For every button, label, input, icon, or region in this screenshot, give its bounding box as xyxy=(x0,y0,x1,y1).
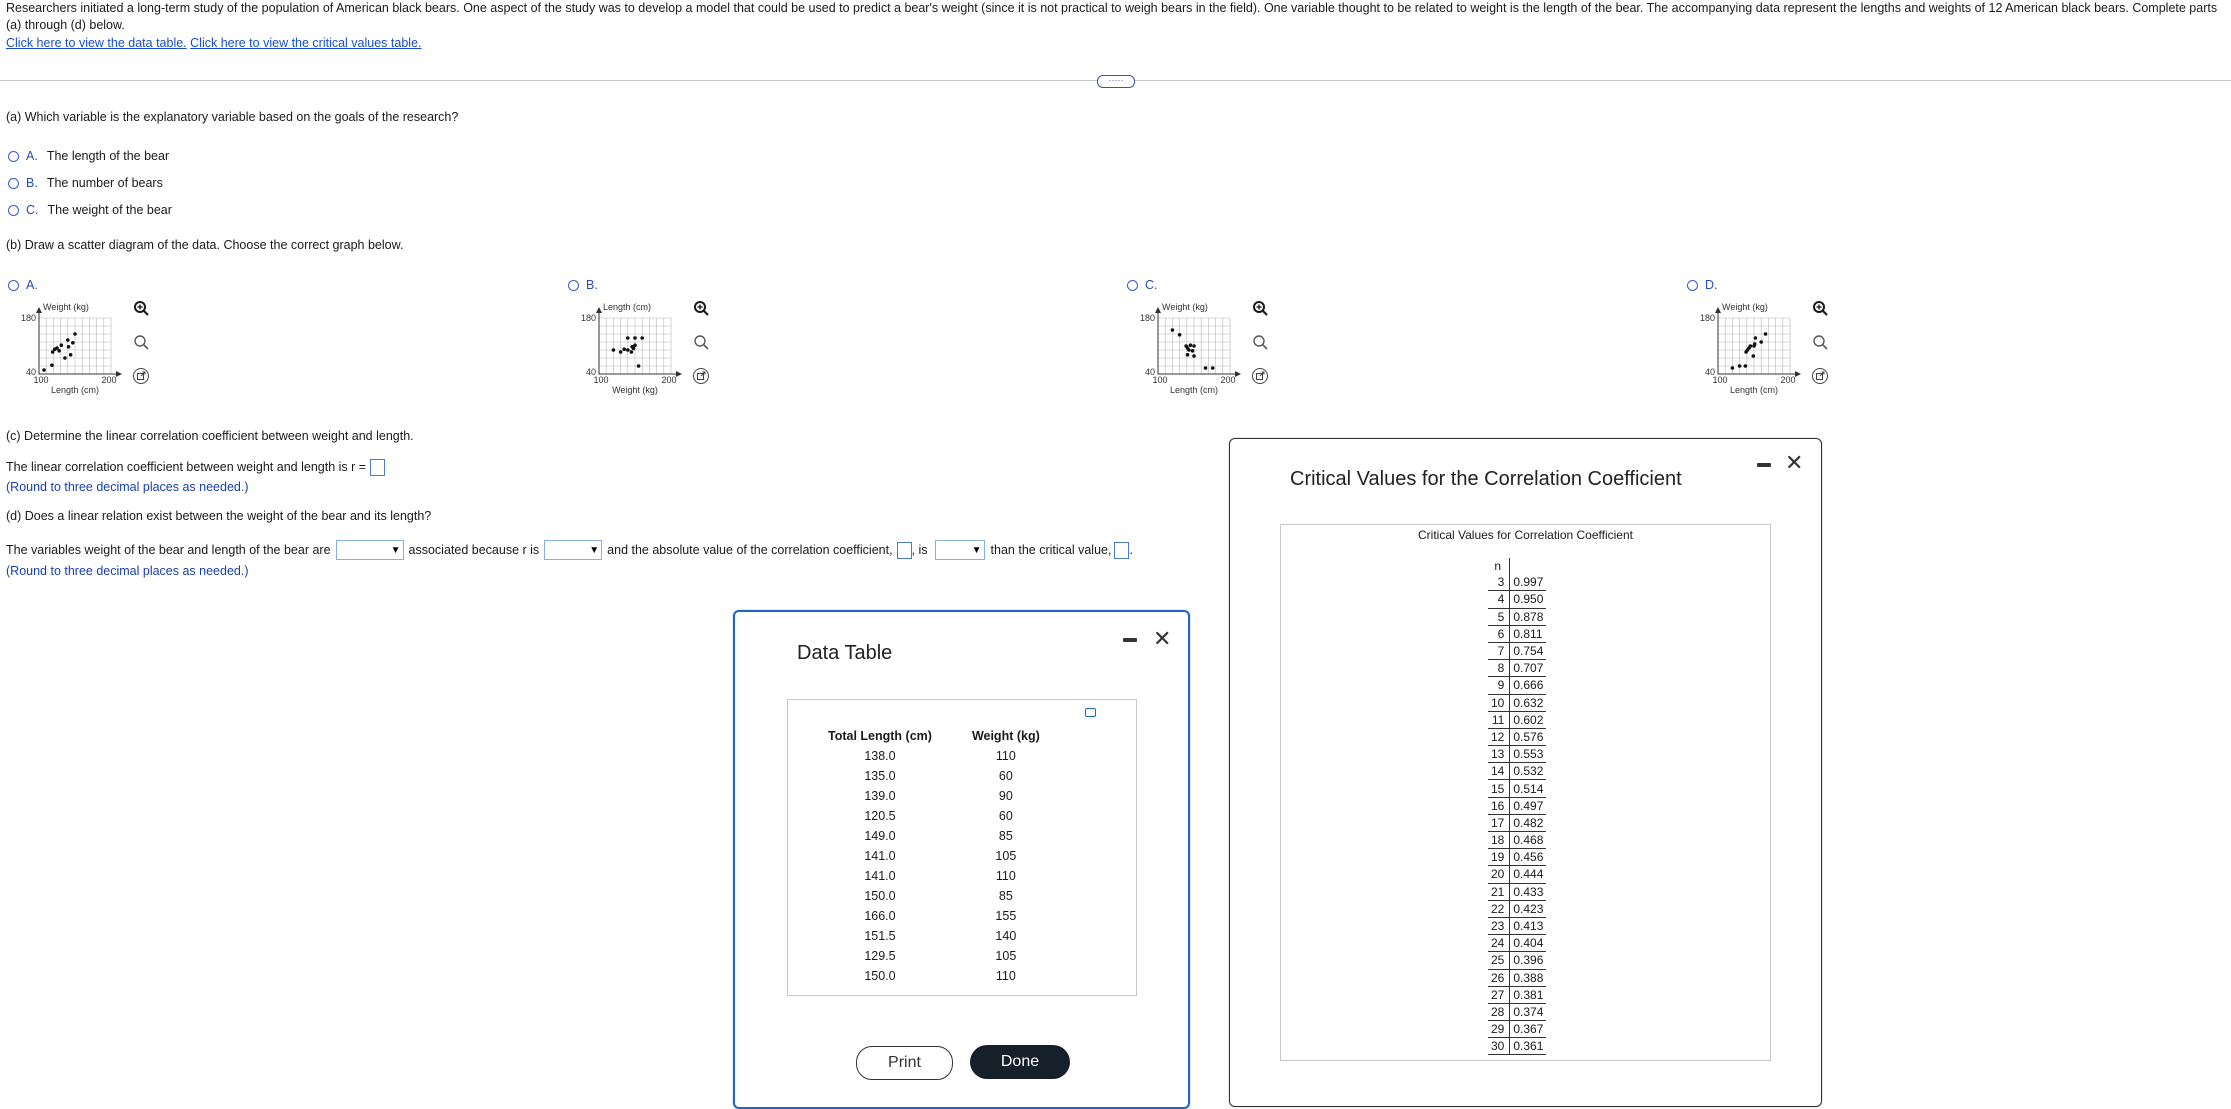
scatter-point xyxy=(1192,354,1196,358)
table-row xyxy=(1488,625,1546,642)
table-row xyxy=(818,746,1050,766)
length-cell: 139.0 xyxy=(864,789,896,803)
x-tick-right: 200 xyxy=(101,375,117,385)
data-table xyxy=(818,726,1050,986)
x-tick-right: 200 xyxy=(1780,375,1796,385)
y-axis-arrow-icon xyxy=(36,307,42,313)
scatter-point xyxy=(637,364,641,368)
scatter-point xyxy=(63,356,67,360)
table-row xyxy=(818,806,1050,826)
weight-cell: 60 xyxy=(998,809,1013,823)
n-cell: 3 xyxy=(1488,574,1510,591)
n-cell: 19 xyxy=(1488,849,1510,866)
length-cell: 120.5 xyxy=(864,809,896,823)
n-cell: 16 xyxy=(1488,797,1510,814)
done-button[interactable]: Done xyxy=(970,1045,1070,1079)
comparison-dropdown[interactable] xyxy=(935,540,985,560)
part-d-question: (d) Does a linear relation exist between the weight of the bear and its length? xyxy=(6,509,432,523)
table-row xyxy=(1488,969,1546,986)
open-new-window-icon[interactable] xyxy=(691,366,711,386)
table-row xyxy=(1488,728,1546,745)
weight-cell: 105 xyxy=(995,949,1017,963)
n-cell: 27 xyxy=(1488,986,1510,1003)
n-cell: 23 xyxy=(1488,917,1510,934)
y-tick-top: 180 xyxy=(20,313,36,323)
table-row xyxy=(1488,900,1546,917)
part-d-round-note: (Round to three decimal places as needed.) xyxy=(6,564,249,578)
x-tick-right: 200 xyxy=(1220,375,1236,385)
part-c-question: (c) Determine the linear correlation coefficient between weight and length. xyxy=(6,429,414,443)
table-row xyxy=(1488,780,1546,797)
dropdown-arrow-icon xyxy=(972,545,984,556)
part-a-option[interactable] xyxy=(8,176,163,190)
critical-value-cell: 0.514 xyxy=(1510,780,1547,797)
critical-value-cell: 0.576 xyxy=(1510,728,1547,745)
critical-value-cell: 0.950 xyxy=(1510,591,1547,608)
critical-value-cell: 0.361 xyxy=(1510,1038,1547,1055)
table-row xyxy=(1488,642,1546,659)
scatter-point xyxy=(626,348,630,352)
cv-table-frame xyxy=(1280,524,1771,1061)
n-cell: 25 xyxy=(1488,952,1510,969)
critical-value-cell: 0.602 xyxy=(1510,711,1547,728)
option-text: The weight of the bear xyxy=(47,203,172,217)
n-cell: 18 xyxy=(1488,832,1510,849)
table-row xyxy=(818,946,1050,966)
part-d-text-4: , is xyxy=(911,543,928,557)
critical-value-cell: 0.374 xyxy=(1510,1003,1547,1020)
table-row xyxy=(1488,591,1546,608)
n-cell: 26 xyxy=(1488,969,1510,986)
length-cell: 141.0 xyxy=(864,869,896,883)
x-axis-arrow-icon xyxy=(1795,371,1801,377)
n-cell: 20 xyxy=(1488,866,1510,883)
table-row xyxy=(1488,608,1546,625)
table-row xyxy=(818,966,1050,986)
data-table-link[interactable]: Click here to view the data table. xyxy=(6,36,187,50)
table-row xyxy=(818,886,1050,906)
n-cell: 6 xyxy=(1488,625,1510,642)
table-row xyxy=(818,786,1050,806)
scatter-point xyxy=(42,368,46,372)
table-row xyxy=(1488,849,1546,866)
table-row xyxy=(1488,866,1546,883)
critical-value-cell: 0.367 xyxy=(1510,1021,1547,1038)
table-row xyxy=(818,866,1050,886)
scatter-point xyxy=(50,363,54,367)
x-axis-arrow-icon xyxy=(116,371,122,377)
critical-value-cell: 0.707 xyxy=(1510,660,1547,677)
column-header-weight: Weight (kg) xyxy=(971,729,1040,743)
scatter-point xyxy=(1171,328,1175,332)
critical-value-cell: 0.404 xyxy=(1510,935,1547,952)
part-c-statement-text: The linear correlation coefficient between weight and length is r = xyxy=(6,459,367,474)
y-axis-label: Weight (kg) xyxy=(1162,302,1208,312)
y-tick-bottom: 40 xyxy=(1704,367,1715,377)
cv-table-title: Critical Values for Correlation Coefficient xyxy=(1418,528,1633,542)
weight-cell: 105 xyxy=(995,849,1017,863)
r-answer-input[interactable] xyxy=(370,459,385,476)
scatter-point xyxy=(67,345,71,349)
zoom-in-icon[interactable] xyxy=(1810,298,1830,318)
length-cell: 135.0 xyxy=(864,769,896,783)
problem-intro: Researchers initiated a long-term study of the population of American black bears. One aspect of the study was to develop a model that could be used to predict a bear's weight (since it is not practical to weigh bears in the field). One variable thought to be related to weight is the length of the bear. The accompanying data represent the lengths and weights of 12 American black bears. Complete parts (a) through (d) below. xyxy=(6,1,2218,32)
option-letter: C. xyxy=(26,203,39,217)
critical-value-cell: 0.396 xyxy=(1510,952,1547,969)
table-row xyxy=(1488,1038,1546,1055)
scatter-point xyxy=(632,347,636,351)
part-b-question: (b) Draw a scatter diagram of the data. Choose the correct graph below. xyxy=(6,238,404,252)
x-tick-right: 200 xyxy=(661,375,677,385)
weight-cell: 60 xyxy=(998,769,1013,783)
open-new-window-icon[interactable] xyxy=(1250,366,1270,386)
open-new-window-icon[interactable] xyxy=(131,366,151,386)
x-axis-arrow-icon xyxy=(676,371,682,377)
option-letter: B. xyxy=(586,278,598,292)
n-cell: 5 xyxy=(1488,608,1510,625)
cv-dialog-title: Critical Values for the Correlation Coefficient xyxy=(1290,468,1682,490)
close-icon[interactable]: ✕ xyxy=(1785,450,1804,475)
radio-button[interactable] xyxy=(8,151,19,162)
n-cell: 9 xyxy=(1488,677,1510,694)
critical-value-input[interactable] xyxy=(1114,542,1129,559)
table-row xyxy=(1488,694,1546,711)
table-row xyxy=(1488,814,1546,831)
scatter-point xyxy=(1187,348,1191,352)
n-cell: 29 xyxy=(1488,1021,1510,1038)
weight-cell: 110 xyxy=(995,749,1016,763)
n-cell: 28 xyxy=(1488,1003,1510,1020)
part-d-text-5: than the critical value, xyxy=(990,543,1112,557)
scatter-point xyxy=(633,336,637,340)
scatter-point xyxy=(1738,364,1742,368)
part-a-question: (a) Which variable is the explanatory variable based on the goals of the research? xyxy=(6,110,459,124)
table-row xyxy=(1488,1021,1546,1038)
n-cell: 10 xyxy=(1488,694,1510,711)
scatter-point xyxy=(66,338,70,342)
graph-tools xyxy=(1810,298,1830,386)
critical-value-cell: 0.433 xyxy=(1510,883,1547,900)
scatter-point xyxy=(1744,364,1748,368)
part-a-option[interactable] xyxy=(8,203,172,217)
y-tick-bottom: 40 xyxy=(25,367,36,377)
column-header-length: Total Length (cm) xyxy=(828,729,932,743)
zoom-out-icon[interactable] xyxy=(691,332,711,352)
copy-icon[interactable] xyxy=(1085,708,1096,717)
x-tick-left: 100 xyxy=(593,375,609,385)
critical-value-cell: 0.532 xyxy=(1510,763,1547,780)
table-row xyxy=(818,926,1050,946)
weight-cell: 90 xyxy=(998,789,1013,803)
data-table-frame xyxy=(787,699,1137,996)
n-cell: 7 xyxy=(1488,642,1510,659)
critical-value-cell: 0.482 xyxy=(1510,814,1547,831)
x-tick-left: 100 xyxy=(1152,375,1168,385)
table-row xyxy=(1488,660,1546,677)
scatter-point xyxy=(1753,342,1757,346)
table-row xyxy=(1488,832,1546,849)
table-row xyxy=(1488,574,1546,591)
radio-button[interactable] xyxy=(8,178,19,189)
scatter-point xyxy=(626,336,630,340)
n-cell: 8 xyxy=(1488,660,1510,677)
length-cell: 150.0 xyxy=(864,969,896,983)
table-row xyxy=(818,766,1050,786)
scatter-point xyxy=(69,353,73,357)
scatter-graph-thumbnail xyxy=(6,296,136,406)
length-cell: 150.0 xyxy=(864,889,896,903)
n-cell: 12 xyxy=(1488,728,1510,745)
scatter-point xyxy=(1764,332,1768,336)
scatter-point xyxy=(1751,354,1755,358)
scatter-point xyxy=(1186,353,1190,357)
weight-cell: 140 xyxy=(995,929,1017,943)
option-text: The length of the bear xyxy=(46,149,170,163)
table-row xyxy=(1488,746,1546,763)
table-row xyxy=(1488,1003,1546,1020)
y-axis-arrow-icon xyxy=(1715,307,1721,313)
scatter-point xyxy=(1731,366,1735,370)
graph-tools xyxy=(131,298,151,386)
option-text: The number of bears xyxy=(46,176,163,190)
table-row xyxy=(1488,883,1546,900)
scatter-point xyxy=(1204,366,1208,370)
radio-button[interactable] xyxy=(1127,280,1138,291)
scatter-point xyxy=(71,341,75,345)
critical-value-cell: 0.413 xyxy=(1510,917,1547,934)
table-row xyxy=(1488,677,1546,694)
y-axis-arrow-icon xyxy=(1155,307,1161,313)
y-axis-label: Length (cm) xyxy=(603,302,652,312)
scatter-point xyxy=(1192,344,1196,348)
scatter-point xyxy=(1749,344,1753,348)
length-cell: 151.5 xyxy=(864,929,896,943)
length-cell: 166.0 xyxy=(864,909,896,923)
r-sign-dropdown[interactable] xyxy=(544,540,602,560)
weight-cell: 85 xyxy=(998,889,1013,903)
table-row xyxy=(1488,986,1546,1003)
weight-cell: 155 xyxy=(995,909,1017,923)
y-axis-label: Weight (kg) xyxy=(43,302,89,312)
graph-tools xyxy=(1250,298,1270,386)
data-dialog-title: Data Table xyxy=(797,642,893,664)
part-b-option[interactable] xyxy=(1127,278,1167,292)
length-cell: 141.0 xyxy=(864,849,896,863)
weight-cell: 85 xyxy=(998,829,1013,843)
critical-value-cell: 0.444 xyxy=(1510,866,1547,883)
more-options-button[interactable]: ····· xyxy=(1097,75,1135,88)
table-row xyxy=(1488,763,1546,780)
y-axis-arrow-icon xyxy=(596,307,602,313)
part-d-text-1: The variables weight of the bear and length of the bear are xyxy=(6,543,331,557)
radio-button[interactable] xyxy=(8,205,19,216)
weight-cell: 110 xyxy=(995,969,1016,983)
table-row xyxy=(818,906,1050,926)
critical-value-cell: 0.811 xyxy=(1510,625,1547,642)
n-cell: 14 xyxy=(1488,763,1510,780)
length-cell: 138.0 xyxy=(864,749,896,763)
y-tick-bottom: 40 xyxy=(1144,367,1155,377)
x-axis-label: Length (cm) xyxy=(1729,385,1779,395)
critical-value-cell: 0.423 xyxy=(1510,900,1547,917)
y-tick-bottom: 40 xyxy=(585,367,596,377)
table-row xyxy=(1488,952,1546,969)
option-letter: D. xyxy=(1705,278,1718,292)
zoom-in-icon[interactable] xyxy=(131,298,151,318)
close-icon[interactable]: ✕ xyxy=(1153,626,1172,651)
radio-button[interactable] xyxy=(568,280,579,291)
scatter-graph-thumbnail xyxy=(1685,296,1815,406)
table-row xyxy=(1488,711,1546,728)
weight-cell: 110 xyxy=(995,869,1016,883)
x-tick-left: 100 xyxy=(1712,375,1728,385)
critical-value-cell: 0.388 xyxy=(1510,969,1547,986)
zoom-out-icon[interactable] xyxy=(1810,332,1830,352)
scatter-point xyxy=(612,348,616,352)
zoom-out-icon[interactable] xyxy=(131,332,151,352)
part-c-round-note: (Round to three decimal places as needed.) xyxy=(6,480,249,494)
y-axis-label: Weight (kg) xyxy=(1722,302,1768,312)
part-d-text-2: associated because r is xyxy=(408,543,540,557)
critical-values-table xyxy=(1488,558,1546,1055)
x-tick-left: 100 xyxy=(33,375,49,385)
scatter-point xyxy=(57,349,61,353)
option-letter: A. xyxy=(26,149,38,163)
table-row xyxy=(1488,917,1546,934)
x-axis-arrow-icon xyxy=(1235,371,1241,377)
zoom-in-icon[interactable] xyxy=(691,298,711,318)
scatter-point xyxy=(1759,340,1763,344)
n-cell: 24 xyxy=(1488,935,1510,952)
scatter-point xyxy=(1211,366,1215,370)
minimize-icon[interactable] xyxy=(1123,638,1137,642)
scatter-point xyxy=(1189,343,1193,347)
critical-value-cell: 0.997 xyxy=(1510,574,1547,591)
dropdown-arrow-icon xyxy=(589,545,601,556)
critical-value-cell: 0.878 xyxy=(1510,608,1547,625)
critical-value-cell: 0.754 xyxy=(1510,642,1547,659)
open-new-window-icon[interactable] xyxy=(1810,366,1830,386)
critical-value-cell: 0.381 xyxy=(1510,986,1547,1003)
radio-button[interactable] xyxy=(1687,280,1698,291)
critical-value-cell: 0.632 xyxy=(1510,694,1547,711)
abs-r-answer-input[interactable] xyxy=(897,542,912,559)
cv-header-n: n xyxy=(1488,558,1510,574)
scatter-point xyxy=(622,347,626,351)
part-d-text-3: and the absolute value of the correlation coefficient, xyxy=(607,543,893,557)
links-row xyxy=(6,36,422,50)
critical-value-cell: 0.456 xyxy=(1510,849,1547,866)
part-d-text-6: . xyxy=(1129,543,1133,557)
table-row xyxy=(1488,797,1546,814)
part-b-option[interactable] xyxy=(568,278,607,292)
graph-tools xyxy=(691,298,711,386)
zoom-out-icon[interactable] xyxy=(1250,332,1270,352)
scatter-graph-thumbnail xyxy=(566,296,696,406)
part-c-statement xyxy=(6,459,385,476)
n-cell: 4 xyxy=(1488,591,1510,608)
n-cell: 21 xyxy=(1488,883,1510,900)
part-b-option[interactable] xyxy=(8,278,47,292)
radio-button[interactable] xyxy=(8,280,19,291)
n-cell: 17 xyxy=(1488,814,1510,831)
n-cell: 30 xyxy=(1488,1038,1510,1055)
part-d-statement xyxy=(6,540,1133,560)
x-axis-label: Length (cm) xyxy=(1169,385,1219,395)
scatter-point xyxy=(630,350,634,354)
scatter-point xyxy=(1191,349,1195,353)
n-cell: 15 xyxy=(1488,780,1510,797)
association-dropdown[interactable] xyxy=(336,540,404,560)
critical-values-link[interactable]: Click here to view the critical values table. xyxy=(190,36,422,50)
part-a-option[interactable] xyxy=(8,149,169,163)
scatter-point xyxy=(640,336,644,340)
critical-value-cell: 0.497 xyxy=(1510,797,1547,814)
minimize-icon[interactable] xyxy=(1757,463,1771,467)
table-row xyxy=(1488,935,1546,952)
option-letter: C. xyxy=(1145,278,1158,292)
scatter-point xyxy=(73,332,77,336)
n-cell: 13 xyxy=(1488,746,1510,763)
length-cell: 149.0 xyxy=(864,829,896,843)
table-row xyxy=(818,826,1050,846)
option-letter: A. xyxy=(26,278,38,292)
critical-value-cell: 0.468 xyxy=(1510,832,1547,849)
n-cell: 22 xyxy=(1488,900,1510,917)
table-row xyxy=(818,846,1050,866)
critical-values-dialog xyxy=(1229,438,1822,1107)
dropdown-arrow-icon xyxy=(391,545,403,556)
scatter-graph-thumbnail xyxy=(1125,296,1255,406)
y-tick-top: 180 xyxy=(1699,313,1715,323)
print-button[interactable]: Print xyxy=(856,1046,953,1080)
critical-value-cell: 0.666 xyxy=(1510,677,1547,694)
y-tick-top: 180 xyxy=(1139,313,1155,323)
length-cell: 129.5 xyxy=(864,949,896,963)
x-axis-label: Length (cm) xyxy=(50,385,100,395)
data-table-dialog xyxy=(733,610,1190,1109)
part-b-option[interactable] xyxy=(1687,278,1727,292)
scatter-point xyxy=(619,350,623,354)
scatter-point xyxy=(1754,336,1758,340)
scatter-point xyxy=(1178,333,1182,337)
zoom-in-icon[interactable] xyxy=(1250,298,1270,318)
option-letter: B. xyxy=(26,176,38,190)
y-tick-top: 180 xyxy=(580,313,596,323)
n-cell: 11 xyxy=(1488,711,1510,728)
scatter-point xyxy=(633,343,637,347)
critical-value-cell: 0.553 xyxy=(1510,746,1547,763)
x-axis-label: Weight (kg) xyxy=(612,385,658,395)
scatter-point xyxy=(60,343,64,347)
